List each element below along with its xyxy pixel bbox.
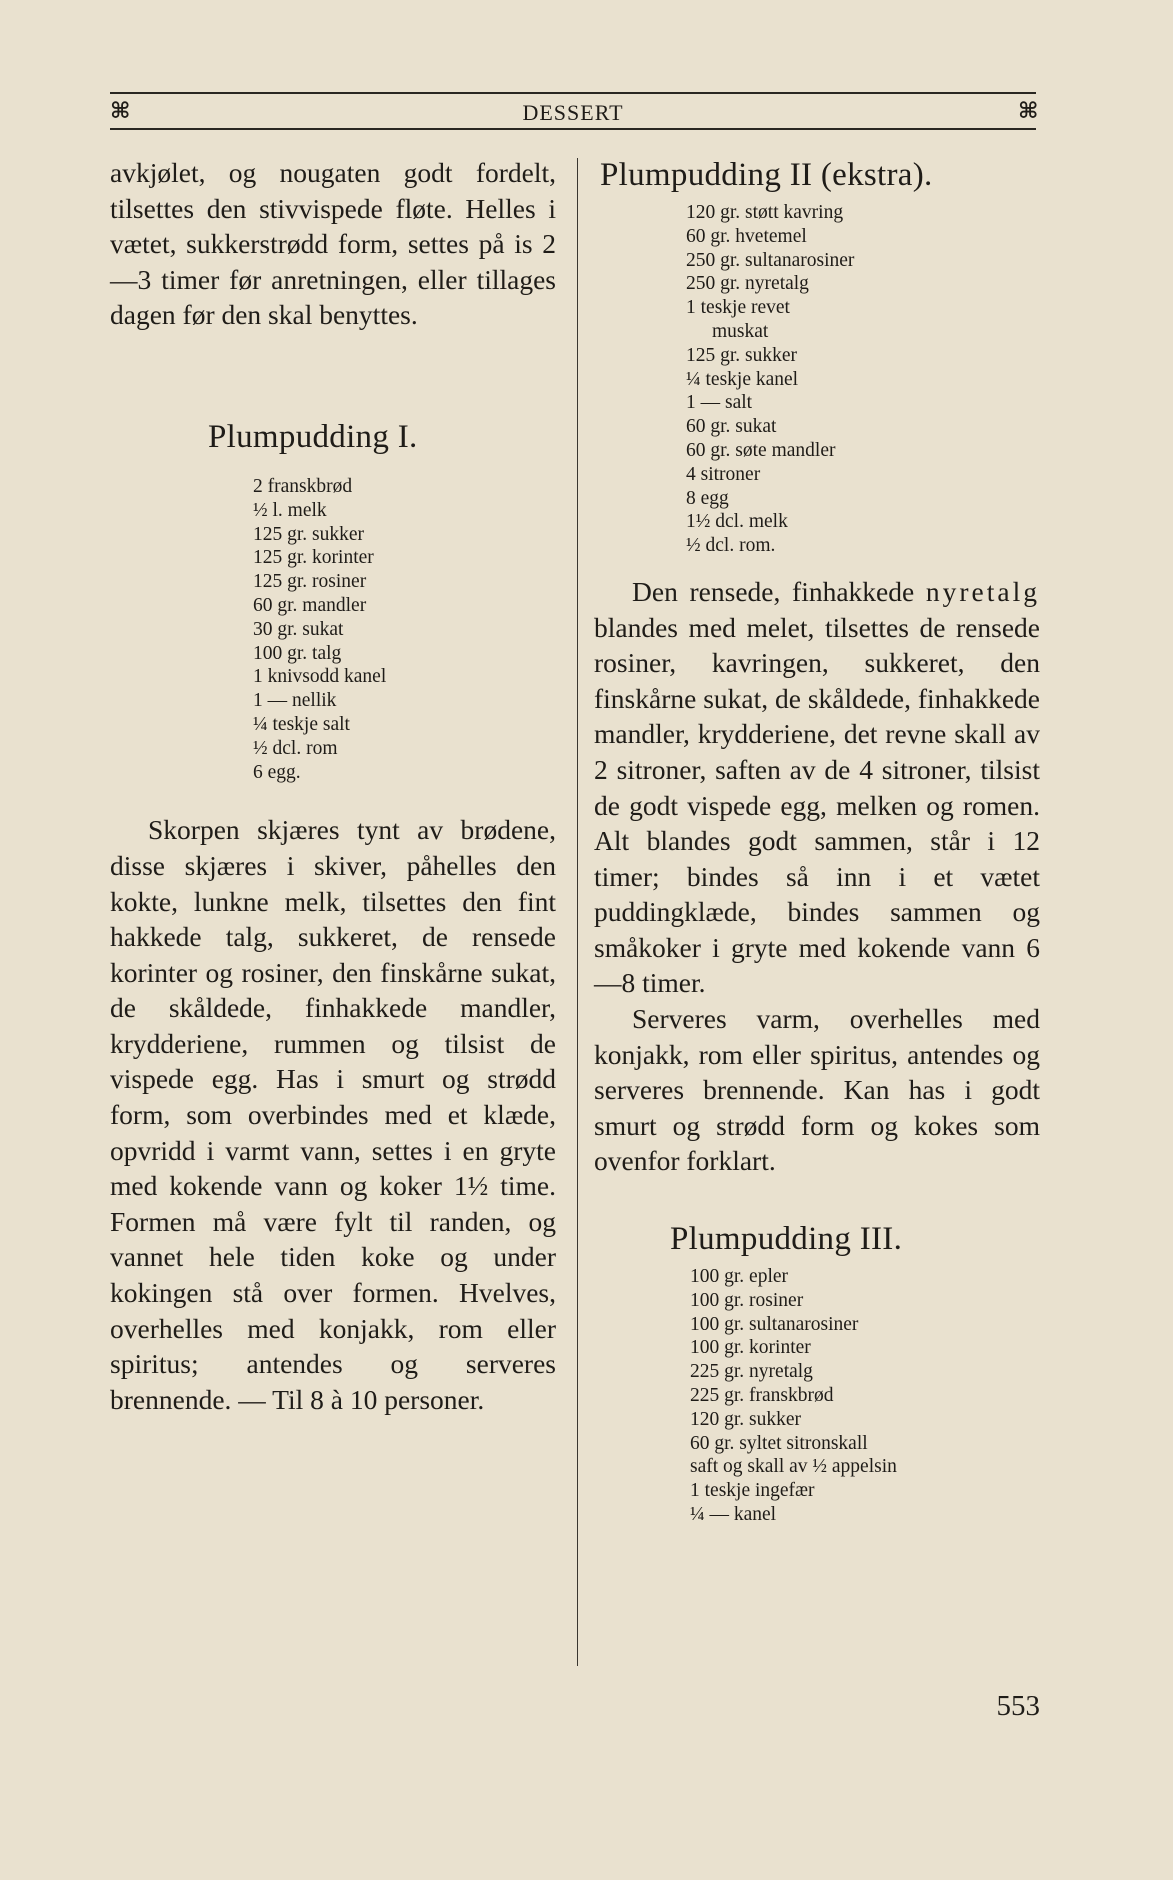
recipe3-ingredient-item: 225 gr. nyretalg: [690, 1361, 813, 1383]
recipe1-title: Plumpudding I.: [208, 418, 418, 455]
recipe2-ingredients: [686, 201, 1040, 558]
header-top-rule: [110, 92, 1036, 94]
recipe1-ingredients: [253, 475, 556, 784]
recipe2-ingredient-item: 250 gr. nyretalg: [686, 273, 809, 295]
recipe2-ingredient-item: 60 gr. hvetemel: [686, 225, 807, 247]
recipe2-ingredient-item: 8 egg: [686, 487, 729, 509]
recipe2-method-rest: blandes med melet, tilsettes de rensede rosiner, kavringen, sukkeret, den finskårne sukat, de skåldede, finhakkede mandler, krydderiene, det revne skall av 2 sitroner, saften av de 4 sitroner, tilsist de godt vispede egg, melken og romen. Alt blandes godt sammen, står i 12 timer; bindes så inn i et vætet puddingklæde, bindes sammen og småkoker i gryte med kokende vann 6—8 timer.: [594, 611, 1040, 999]
recipe1-ingredient-item: 125 gr. korinter: [253, 547, 374, 569]
intro-paragraph: avkjølet, og nougaten godt fordelt, tilsettes den stivvispede fløte. Helles i vætet, sukkerstrødd form, settes på is 2—3 timer før anretningen, eller tillages dagen før den skal benyttes.: [110, 157, 556, 331]
header-left-ornament-icon: ⌘: [110, 98, 131, 123]
recipe1-ingredient-item: 1 — nellik: [253, 690, 337, 712]
recipe1-ingredient-item: ½ l. melk: [253, 499, 327, 521]
recipe3-ingredient-item: 120 gr. sukker: [690, 1408, 802, 1430]
recipe2-ingredient-item: 4 sitroner: [686, 463, 761, 485]
recipe3-ingredients: [690, 1265, 1040, 1527]
recipe2-ingredient-item: 1½ dcl. melk: [686, 511, 788, 533]
recipe2-ingredient-item: 1 — salt: [686, 392, 753, 414]
recipe1-ingredient-item: 30 gr. sukat: [253, 618, 344, 640]
right-column: [594, 155, 1040, 1527]
recipe3-title: Plumpudding III.: [670, 1221, 903, 1258]
recipe2-ingredient-item: 60 gr. søte mandler: [686, 439, 836, 461]
recipe2-ingredient-item: 60 gr. sukat: [686, 416, 777, 438]
recipe1-ingredient-item: 100 gr. talg: [253, 642, 342, 664]
recipe3-ingredient-item: ¼ — kanel: [690, 1504, 777, 1526]
recipe2-ingredient-item: ¼ teskje kanel: [686, 368, 799, 390]
recipe1-ingredient-item: ¼ teskje salt: [253, 713, 350, 735]
running-header: DESSERT: [522, 100, 624, 125]
recipe2-title: Plumpudding II (ekstra).: [600, 157, 933, 193]
left-column: [110, 155, 556, 1417]
recipe2-method: [594, 574, 1040, 1001]
recipe3-ingredient-item: 100 gr. sultanarosiner: [690, 1313, 859, 1335]
recipe1-ingredient-item: 125 gr. rosiner: [253, 571, 367, 593]
recipe2-serving: Serveres varm, overhelles med konjakk, rom eller spiritus, antendes og serveres brennende. Kan has i godt smurt og strødd form og kokes som ovenfor forklart.: [594, 1003, 1040, 1177]
column-divider: [577, 158, 578, 1666]
recipe3-ingredient-item: 100 gr. epler: [690, 1266, 789, 1288]
recipe3-ingredient-item: 100 gr. korinter: [690, 1337, 811, 1359]
recipe2-ingredient-item: 1 teskje revet: [686, 297, 790, 319]
recipe2-ingredient-item: 120 gr. støtt kavring: [686, 202, 844, 223]
recipe1-ingredient-item: 125 gr. sukker: [253, 523, 365, 545]
recipe1-ingredient-item: ½ dcl. rom: [253, 737, 338, 759]
recipe3-ingredient-item: 60 gr. syltet sitronskall: [690, 1432, 868, 1454]
recipe3-ingredient-item: 225 gr. franskbrød: [690, 1385, 834, 1407]
recipe3-ingredient-item: 1 teskje ingefær: [690, 1480, 815, 1502]
recipe2-method-spaced-word: nyretalg: [925, 575, 1040, 607]
recipe1-ingredient-item: 6 egg.: [253, 761, 301, 783]
recipe3-ingredient-item: 100 gr. rosiner: [690, 1289, 804, 1311]
header-bottom-rule: [110, 128, 1036, 130]
recipe2-ingredient-item: 125 gr. sukker: [686, 344, 798, 366]
recipe1-ingredient-item: 2 franskbrød: [253, 475, 353, 497]
recipe2-ingredient-item: ½ dcl. rom.: [686, 535, 776, 557]
recipe3-ingredient-item: saft og skall av ½ appelsin: [690, 1456, 897, 1478]
recipe2-ingredient-item: 250 gr. sultanarosiner: [686, 249, 855, 271]
recipe1-ingredient-item: 1 knivsodd kanel: [253, 666, 387, 688]
header-right-ornament-icon: ⌘: [1018, 98, 1039, 123]
recipe2-ingredient-item: muskat: [712, 320, 769, 342]
recipe2-method-lead: Den rensede, finhakkede: [632, 575, 926, 607]
page-number: 553: [996, 1690, 1040, 1722]
recipe1-method: Skorpen skjæres tynt av brødene, disse skjæres i skiver, påhelles den kokte, lunkne melk, tilsettes den fint hakkede talg, sukkeret, de rensede korinter og rosiner, den finskårne sukat, de skåldede, finhakkede mandler, krydderiene, rummen og tilsist de vispede egg. Has i smurt og strødd form, som overbindes med et klæde, opvridd i varmt vann, settes i en gryte med kokende vann og koker 1½ time. Formen må være fylt til randen, og vannet hele tiden koke og under kokingen stå over formen. Hvelves, overhelles med konjakk, rom eller spiritus; antendes og serveres brennende. — Til 8 à 10 personer.: [110, 814, 556, 1415]
recipe1-ingredient-item: 60 gr. mandler: [253, 594, 367, 616]
